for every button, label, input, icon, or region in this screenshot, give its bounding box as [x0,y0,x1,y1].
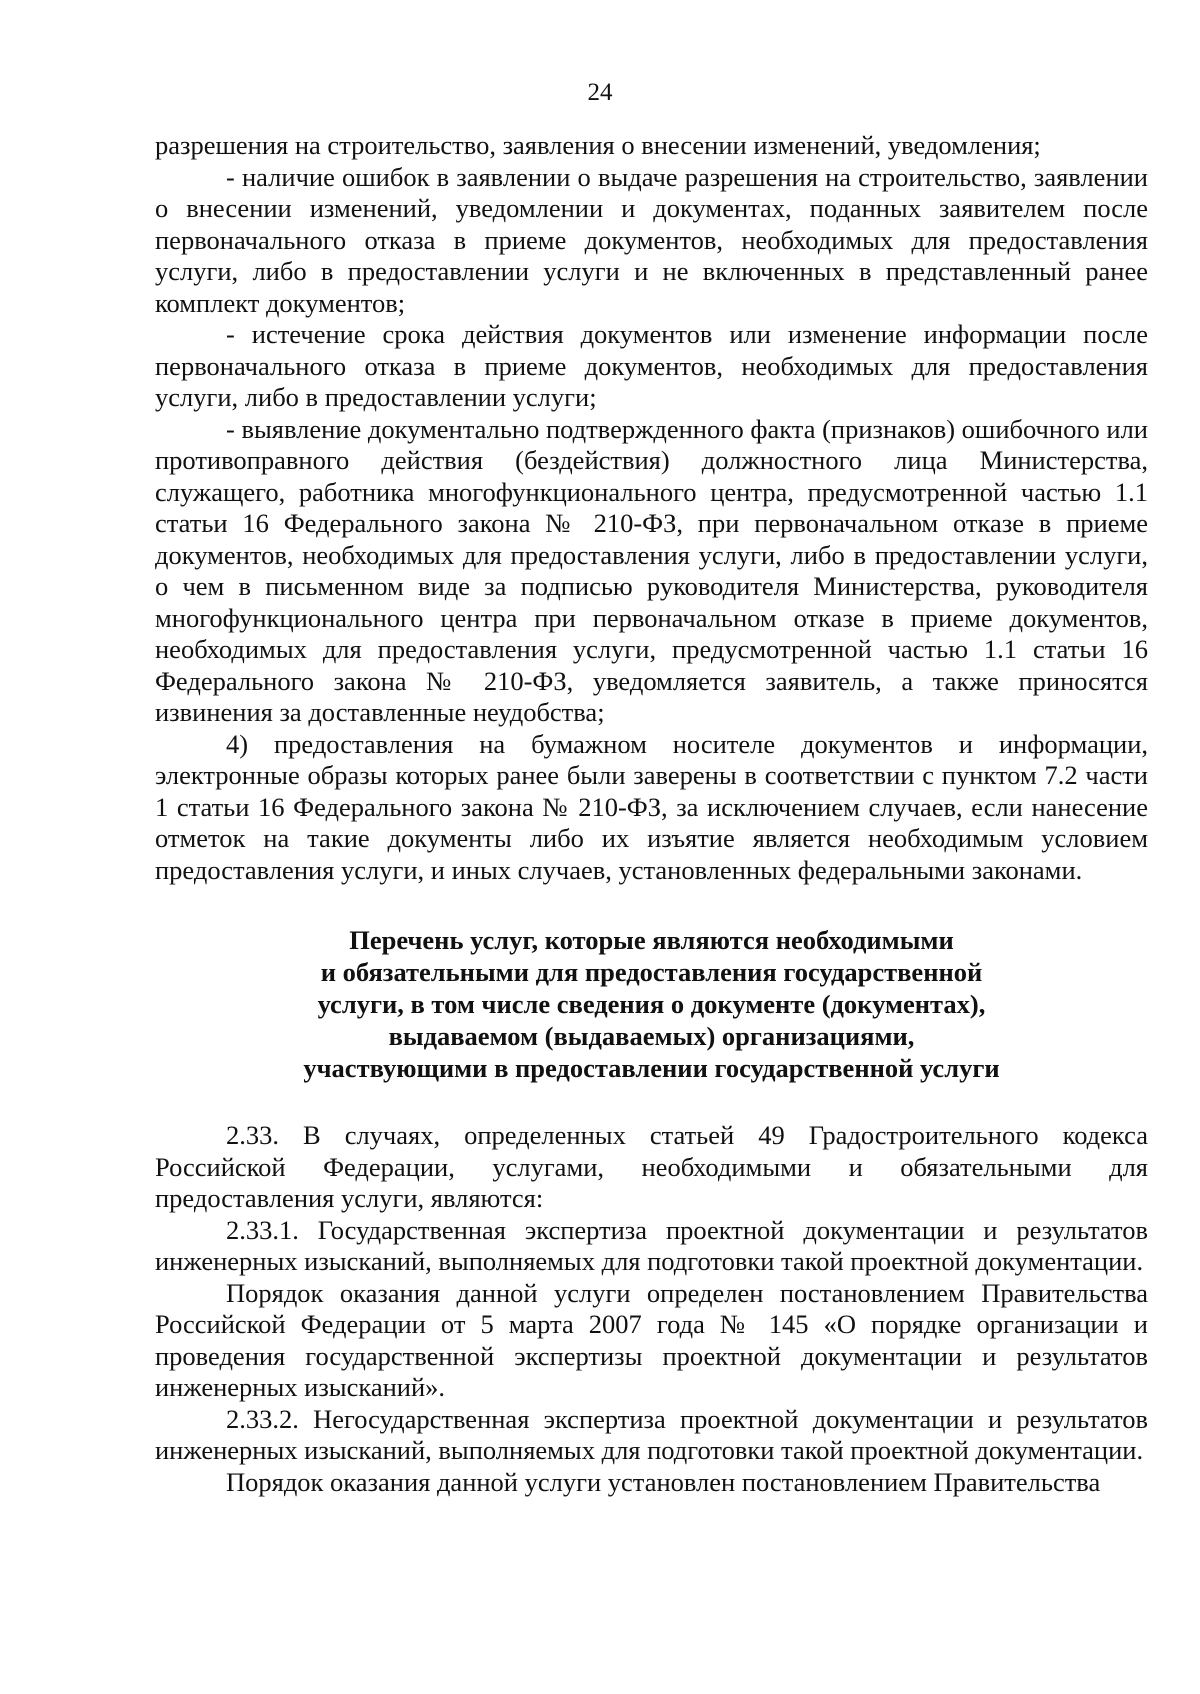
paragraph-errors-in-application: - наличие ошибок в заявлении о выдаче разрешения на строительство, заявлении о внесении изменений, уведомлении и документах, поданных заявителем после первоначального отказа в приеме документов, необходимых для предоставления услуги, либо в предоставлении услуги и не включенных в представленный ранее комплект документов; [155,161,1148,318]
paragraph-paper-documents: 4) предоставления на бумажном носителе документов и информации, электронные образы которых ранее были заверены в соответствии с пунктом 7.2 части 1 статьи 16 Федерального закона № 210-ФЗ, за исключением случаев, если нанесение отметок на такие документы либо их изъятие является необходимым условием предоставления услуги, и иных случаев, установленных федеральными законами. [155,728,1148,885]
paragraph-continuation: разрешения на строительство, заявления о внесении изменений, уведомления; [155,130,1041,160]
paragraph-state-expertise-procedure: Порядок оказания данной услуги определен постановлением Правительства Российской Федерации от 5 марта 2007 года № 145 «О порядке организации и проведения государственной экспертизы проектной документации и результатов инженерных изысканий». [155,1277,1148,1402]
paragraph-wrongful-action: - выявление документально подтвержденного факта (признаков) ошибочного или противоправного действия (бездействия) должностного лица Министерства, служащего, работника многофункционального центра, предусмотренной частью 1.1 статьи 16 Федерального закона № 210-ФЗ, при первоначальном отказе в приеме документов, необходимых для предоставления услуги, либо в предоставлении услуги, о чем в письменном виде за подписью руководителя Министерства, руководителя многофункционального центра при первоначальном отказе в приеме документов, необходимых для предоставления услуги, предусмотренной частью 1.1 статьи 16 Федерального закона № 210-ФЗ, уведомляется заявитель, а также приносятся извинения за доставленные неудобства; [155,413,1148,727]
section-heading-line: выдаваемом (выдаваемых) организациями, [388,1021,915,1051]
section-heading-line: и обязательными для предоставления государственной [320,957,983,987]
section-heading-line: Перечень услуг, которые являются необходимыми [349,925,954,955]
paragraph-nonstate-expertise-procedure: Порядок оказания данной услуги установлен постановлением Правительства [226,1466,1101,1497]
document-body [155,130,1148,1498]
section-heading [155,924,1148,1084]
page-number: 24 [587,79,613,106]
section-heading-line: услуги, в том числе сведения о документе (документах), [317,989,986,1019]
paragraph-2-33-1: 2.33.1. Государственная экспертиза проектной документации и результатов инженерных изысканий, выполняемых для подготовки такой проектной документации. [155,1214,1148,1276]
section-heading-line: участвующими в предоставлении государственной услуги [303,1053,1000,1083]
paragraph-2-33: 2.33. В случаях, определенных статьей 49 Градостроительного кодекса Российской Федерации, услугами, необходимыми и обязательными для предоставления услуги, являются: [155,1120,1148,1213]
paragraph-2-33-2: 2.33.2. Негосударственная экспертиза проектной документации и результатов инженерных изысканий, выполняемых для подготовки такой проектной документации. [155,1403,1148,1465]
paragraph-document-expiry: - истечение срока действия документов или изменение информации после первоначального отказа в приеме документов, необходимых для предоставления услуги, либо в предоставлении услуги; [155,319,1148,412]
